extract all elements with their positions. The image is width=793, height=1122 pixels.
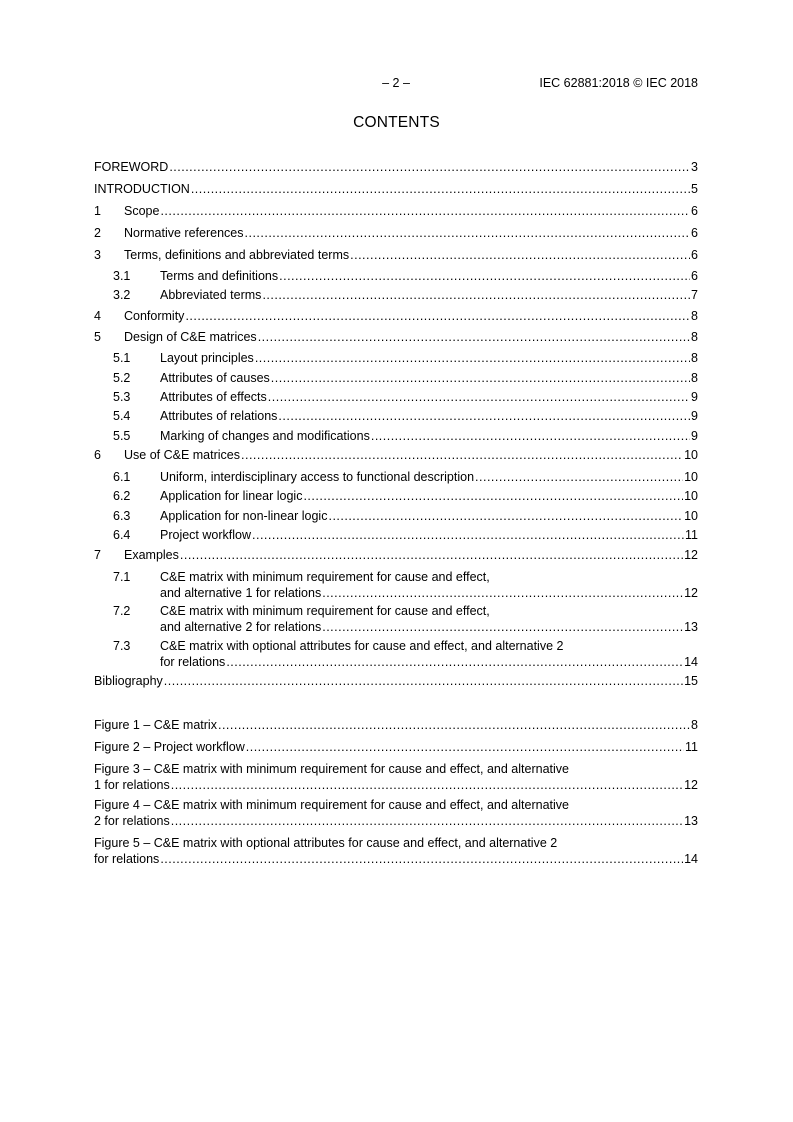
toc-entry-text: Abbreviated terms — [160, 288, 262, 302]
toc-subentry[interactable] — [94, 508, 698, 524]
toc-entry-page: 8 — [691, 371, 698, 385]
toc-entry-text: Design of C&E matrices — [124, 330, 257, 344]
toc-entry-page: 10 — [684, 489, 698, 503]
toc-entry-number: 5.2 — [113, 371, 131, 385]
toc-entry-number: 7 — [94, 548, 101, 562]
toc-subentry[interactable] — [94, 268, 698, 284]
toc-entry-page: 11 — [685, 528, 698, 542]
toc-entry[interactable] — [94, 547, 698, 563]
toc-entry-number: 5.1 — [113, 351, 131, 365]
toc-entry-page: 6 — [691, 204, 698, 218]
leader-dots — [322, 585, 683, 601]
toc-entry-number: 6.2 — [113, 489, 131, 503]
toc-entry-page: 6 — [691, 226, 698, 240]
figure-entry-page: 13 — [684, 814, 698, 828]
toc-entry-number: 5.5 — [113, 429, 131, 443]
leader-dots — [303, 488, 683, 504]
toc-entry-page: 12 — [684, 586, 698, 600]
document-reference: IEC 62881:2018 © IEC 2018 — [539, 76, 698, 90]
toc-entry-number: 2 — [94, 226, 101, 240]
toc-entry-page: 9 — [691, 409, 698, 423]
toc-subentry[interactable] — [94, 488, 698, 504]
leader-dots — [350, 247, 690, 263]
figure-entry-page: 8 — [691, 718, 698, 732]
figure-entry[interactable] — [94, 717, 698, 733]
leader-dots — [218, 717, 690, 733]
toc-entry-number: 3 — [94, 248, 101, 262]
toc-entry-page: 7 — [691, 288, 698, 302]
leader-dots — [180, 547, 683, 563]
toc-entry-number: 5.3 — [113, 390, 131, 404]
figure-entry[interactable] — [94, 739, 698, 755]
figure-entry-text-line1: Figure 5 – C&E matrix with optional attributes for cause and effect, and alternative 2 — [94, 836, 558, 850]
toc-entry-text-line1: C&E matrix with optional attributes for cause and effect, and alternative 2 — [160, 639, 564, 653]
figure-entry-text-line1: Figure 4 – C&E matrix with minimum requirement for cause and effect, and alternative — [94, 798, 569, 812]
toc-entry[interactable] — [94, 308, 698, 324]
toc-entry-text: Examples — [124, 548, 179, 562]
toc-entry-number: 7.3 — [113, 639, 131, 653]
toc-entry-number: 6 — [94, 448, 101, 462]
leader-dots — [252, 527, 684, 543]
leader-dots — [185, 308, 690, 324]
toc-entry[interactable] — [94, 181, 698, 197]
toc-entry-text: Terms, definitions and abbreviated terms — [124, 248, 350, 262]
figure-entry-page: 11 — [685, 740, 698, 754]
leader-dots — [279, 268, 690, 284]
toc-entry[interactable] — [94, 673, 698, 689]
toc-entry-text: Marking of changes and modifications — [160, 429, 370, 443]
toc-entry-text-line2: for relations — [160, 655, 226, 669]
toc-entry[interactable] — [94, 329, 698, 345]
leader-dots — [278, 408, 690, 424]
figure-entry-text-line1: Figure 3 – C&E matrix with minimum requirement for cause and effect, and alternative — [94, 762, 569, 776]
toc-entry-page: 8 — [691, 309, 698, 323]
toc-entry-text: Uniform, interdisciplinary access to functional description — [160, 470, 475, 484]
toc-entry-number: 1 — [94, 204, 101, 218]
figure-entry[interactable] — [94, 835, 698, 867]
toc-subentry[interactable] — [94, 603, 698, 635]
toc-entry-text-line1: C&E matrix with minimum requirement for cause and effect, — [160, 604, 490, 618]
toc-subentry[interactable] — [94, 527, 698, 543]
leader-dots — [226, 654, 683, 670]
toc-entry-number: 7.1 — [113, 570, 131, 584]
toc-entry-number: 5.4 — [113, 409, 131, 423]
toc-entry-page: 10 — [684, 470, 698, 484]
toc-entry-text: Scope — [124, 204, 160, 218]
figure-entry-page: 12 — [684, 778, 698, 792]
toc-entry-number: 6.1 — [113, 470, 131, 484]
toc-entry[interactable] — [94, 159, 698, 175]
toc-entry-page: 15 — [684, 674, 698, 688]
toc-entry-page: 14 — [684, 655, 698, 669]
contents-title: CONTENTS — [353, 114, 440, 131]
toc-entry-page: 9 — [691, 390, 698, 404]
toc-entry-number: 3.1 — [113, 269, 131, 283]
leader-dots — [255, 350, 690, 366]
figure-entry-text-line2: 1 for relations — [94, 778, 170, 792]
toc-entry-text: Attributes of causes — [160, 371, 270, 385]
toc-entry-page: 8 — [691, 351, 698, 365]
figure-entry-text: Figure 1 – C&E matrix — [94, 718, 217, 732]
toc-entry[interactable] — [94, 447, 698, 463]
page-number: – 2 – — [382, 76, 410, 90]
toc-entry-number: 6.3 — [113, 509, 131, 523]
toc-subentry[interactable] — [94, 370, 698, 386]
leader-dots — [241, 447, 683, 463]
toc-entry-text: Use of C&E matrices — [124, 448, 241, 462]
toc-entry[interactable] — [94, 225, 698, 241]
toc-entry-text: Layout principles — [160, 351, 254, 365]
toc-entry-text-line2: and alternative 2 for relations — [160, 620, 322, 634]
toc-subentry[interactable] — [94, 389, 698, 405]
figure-entry[interactable] — [94, 797, 698, 829]
leader-dots — [169, 159, 690, 175]
leader-dots — [322, 619, 683, 635]
toc-entry-page: 6 — [691, 269, 698, 283]
toc-entry-text: Normative references — [124, 226, 244, 240]
figure-entry[interactable] — [94, 761, 698, 793]
leader-dots — [328, 508, 683, 524]
toc-entry-text: Attributes of effects — [160, 390, 267, 404]
leader-dots — [258, 329, 690, 345]
leader-dots — [245, 225, 691, 241]
toc-entry-page: 13 — [684, 620, 698, 634]
toc-entry-number: 7.2 — [113, 604, 131, 618]
toc-entry-text: INTRODUCTION — [94, 182, 190, 196]
toc-entry-text: Application for non-linear logic — [160, 509, 328, 523]
leader-dots — [262, 287, 690, 303]
toc-subentry[interactable] — [94, 287, 698, 303]
leader-dots — [160, 851, 683, 867]
toc-entry-page: 5 — [691, 182, 698, 196]
toc-subentry[interactable] — [94, 638, 698, 670]
toc-subentry[interactable] — [94, 469, 698, 485]
toc-entry-number: 4 — [94, 309, 101, 323]
toc-subentry[interactable] — [94, 408, 698, 424]
toc-entry-text: Project workflow — [160, 528, 251, 542]
leader-dots — [160, 203, 690, 219]
toc-entry-text: Attributes of relations — [160, 409, 278, 423]
toc-subentry[interactable] — [94, 350, 698, 366]
leader-dots — [171, 777, 683, 793]
toc-entry-text-line2: and alternative 1 for relations — [160, 586, 322, 600]
toc-entry-text-line1: C&E matrix with minimum requirement for cause and effect, — [160, 570, 490, 584]
figure-entry-page: 14 — [684, 852, 698, 866]
toc-entry-text: FOREWORD — [94, 160, 169, 174]
toc-entry-text: Conformity — [124, 309, 185, 323]
toc-entry[interactable] — [94, 203, 698, 219]
figure-entry-text-line2: 2 for relations — [94, 814, 170, 828]
leader-dots — [171, 813, 683, 829]
toc-entry[interactable] — [94, 247, 698, 263]
toc-subentry[interactable] — [94, 569, 698, 601]
leader-dots — [246, 739, 684, 755]
toc-entry-text: Bibliography — [94, 674, 163, 688]
toc-entry-page: 8 — [691, 330, 698, 344]
toc-entry-page: 10 — [684, 509, 698, 523]
toc-entry-number: 3.2 — [113, 288, 131, 302]
leader-dots — [268, 389, 690, 405]
toc-entry-page: 6 — [691, 248, 698, 262]
leader-dots — [371, 428, 690, 444]
toc-entry-page: 12 — [684, 548, 698, 562]
toc-entry-page: 10 — [684, 448, 698, 462]
leader-dots — [164, 673, 683, 689]
leader-dots — [191, 181, 690, 197]
toc-entry-number: 5 — [94, 330, 101, 344]
toc-entry-number: 6.4 — [113, 528, 131, 542]
figure-entry-text: Figure 2 – Project workflow — [94, 740, 245, 754]
leader-dots — [475, 469, 683, 485]
toc-entry-page: 3 — [691, 160, 698, 174]
leader-dots — [271, 370, 690, 386]
toc-entry-page: 9 — [691, 429, 698, 443]
toc-entry-text: Terms and definitions — [160, 269, 279, 283]
toc-subentry[interactable] — [94, 428, 698, 444]
figure-entry-text-line2: for relations — [94, 852, 160, 866]
toc-entry-text: Application for linear logic — [160, 489, 303, 503]
